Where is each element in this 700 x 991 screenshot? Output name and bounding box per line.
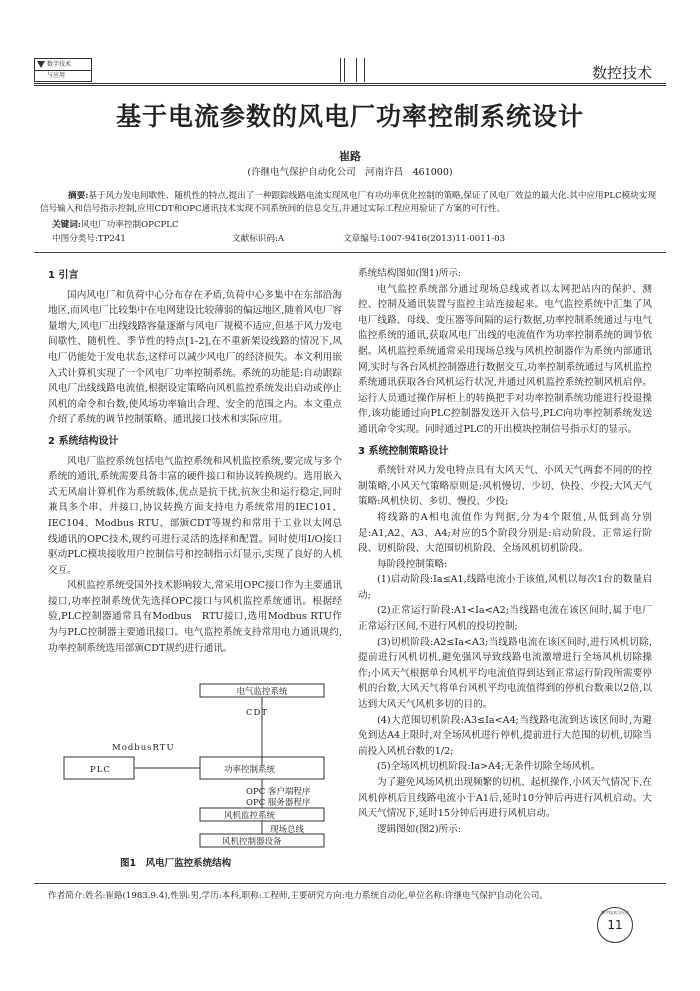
right-column (358, 266, 652, 837)
paragraph: 风电厂监控系统包括电气监控系统和风机监控系统,要完成与多个系统的通讯,系统需要具备丰富的硬件接口和协议转换规约。选用嵌入式无风扇计算机作为系统载体,优点是抗干扰,抗灰尘和运行稳定,同时兼具多个串、并接口,协议转换方面支持电力系统常用的IEC101、IEC104、Modbus RTU、部颁CDT等规约和常用于工业以太网总线通讯的OPC技术,规约可进行灵活的选择和配置。同时使用I/O接口驱动PLC模块接收用户控制信号和控制指示灯显示,实现了良好的人机交互。 (48, 455, 342, 576)
header-bar (340, 58, 341, 82)
journal-logo (34, 58, 92, 82)
header-bar (356, 58, 357, 82)
paper-title: 基于电流参数的风电厂功率控制系统设计 (115, 102, 584, 131)
header-rule (34, 83, 666, 84)
page-number-badge (597, 907, 633, 943)
keywords-text: 风电厂功率控制OPCPLC (80, 220, 179, 230)
paragraph: 国内风电厂和负荷中心分布存在矛盾,负荷中心多集中在东部沿海地区,而风电厂比较集中在电网建设比较薄弱的偏远地区,随着风电厂容量增大,风电厂出线线路容量逐渐与风电厂规模不适应,但基于风力发电间歇性、随机性、季节性的特点[1-2],在不重新架设线路的情况下,风电厂仍能处于发电状态,这样可以减少风电厂的经济损失。本文利用嵌入式计算机实现了一个风电厂功率控制系统。系统的功能是:自动跟踪风电厂出线线路电流值,根据设定策略向风机监控系统发出启动或停止风机的命令和台数,使风场功率输出合理、安全的范围之内。本文重点介绍了系统的调节控制策略、通讯接口技术和实际应用。 (48, 289, 342, 426)
paragraph: (1)启动阶段:Ia≤A1,线路电流小于该值,风机以每次1台的数量启动; (358, 574, 652, 601)
opc-client-label: OPC 客户端程序 (246, 787, 311, 797)
section-heading: 3 系统控制策略设计 (358, 445, 449, 457)
header-bar (344, 58, 345, 82)
paragraph: 系统结构图如(图1)所示: (358, 268, 462, 279)
paragraph: 电气监控系统部分通过现场总线或者以太网把站内的保护、测控、控制及通讯装置与监控主站连接起来。电气监控系统中汇集了风电厂线路、母线、变压器等间隔的运行数据,功率控制系统通过与电气监控系统的通讯,获取风电厂出线的电流值作为功率控制系统的调节依据。风机监控系统通常采用现场总线与风机控制器作为系统内部通讯网,实时与各台风机控制器进行数据交互,功率控制系统通过与风机监控系统通讯获取各台风机运行状况,并通过风机监控系统控制风机启停。运行人员通过操作屏柜上的转换把手对功率控制系统功能进行投退操作,该功能通过向PLC控制器发送开入信号,PLC向功率控制系统发送通讯命令实现。同时通过PLC的开出模块控制信号指示灯的显示。 (358, 283, 652, 435)
box-label: 风机监控系统 (224, 811, 276, 821)
author-footnote: 作者简介:姓名:崔路(1983.9.4),性别:男,学历:本科,职称:工程师,主要研究方向:电力系统自动化,单位名称:许继电气保护自动化公司。 (48, 891, 548, 901)
keywords (52, 218, 179, 230)
box-label: 电气监控系统 (236, 687, 288, 697)
header-rule (34, 85, 666, 86)
triangle-icon (37, 61, 45, 68)
page-ring-text: 数字技术与应用 (601, 910, 629, 915)
box-label: 风机控制器设备 (222, 837, 282, 847)
paragraph: (2)正常运行阶段:A1<Ia<A2;当线路电流在该区间时,属于电厂正常运行区间,不进行风机的投切控制; (358, 605, 652, 633)
divider (34, 883, 666, 884)
page-number: 11 (607, 918, 623, 932)
box-label: 功率控制系统 (224, 765, 276, 775)
article-number: 文章编号:1007-9416(2013)11-0011-03 (343, 234, 506, 244)
paragraph: 风机监控系统受国外技术影响较大,常采用OPC接口作为主要通讯接口,功率控制系统优先选择OPC接口与风机监控系统通讯。根据经验,PLC控制器通常具有Modbus RTU接口,选用Modbus RTU作为与PLC控制器主要通讯接口。电气监控系统支持常用电力通讯规约,功率控制系统选用部颁CDT规约进行通讯。 (48, 580, 342, 654)
paragraph: 为了避免风场风机出现频繁的切机、起机操作,小风天气情况下,在风机停机后且线路电流小于A1后,延时10分钟后再进行风机启动。大风天气情况下,延时15分钟后再进行风机启动。 (358, 777, 652, 820)
paragraph: (3)切机阶段:A2≤Ia<A3;当线路电流在该区间时,进行风机切除,提前进行风机切机,避免强风导致线路电流激增进行全场风机切除操作;小风天气根据单台风机平均电流值得到达到正常运行阶段所需要停机的台数,大风天气将单台风机平均电流值得到的停机台数乘以2倍,以达到大风天气风机多切的目的。 (358, 636, 652, 711)
paragraph: 每阶段控制策略: (377, 558, 448, 570)
abstract (40, 190, 660, 216)
cdt-label: CDT (246, 708, 268, 718)
affiliation: (许继电气保护自动化公司 河南许昌 461000) (247, 167, 453, 178)
logo-line2: 与应用 (47, 72, 66, 79)
paragraph: 将线路的A相电流值作为判据,分为4个限值,从低到高分别是:A1,A2、A3、A4;对应的5个阶段分别是:启动阶段、正常运行阶段、切机阶段、大范围切机阶段、全场风机切机阶段。 (358, 511, 652, 555)
keywords-label: 关键词: (52, 220, 81, 230)
modbus-label: ModbusRTU (112, 743, 175, 753)
paragraph: 逻辑图如(图2)所示: (377, 823, 461, 835)
author: 崔路 (339, 150, 361, 163)
fieldbus-label: 现场总线 (270, 825, 305, 835)
paragraph: 系统针对风力发电特点具有大风天气、小风天气两套不同的的控制策略,小风天气策略原则是:风机慢切、少切、快投、少投;大风天气策略:风机快切、多切、慢投、少投; (358, 465, 652, 508)
header-bar (364, 58, 365, 82)
section-heading: 2 系统结构设计 (48, 435, 119, 447)
abstract-label: 摘要: (68, 191, 89, 201)
section-heading: 1 引言 (48, 270, 79, 281)
divider (34, 252, 666, 253)
opc-server-label: OPC 服务器程序 (246, 798, 311, 808)
clc-number: 中图分类号:TP241 (52, 234, 126, 244)
abstract-text: 基于风力发电间歇性、随机性的特点,提出了一种跟踪线路电流实现风电厂有功功率优化控制的策略,保证了风电厂效益的最大化.其中应用PLC模块实现信号输入和信号指示控制,应用CDT和OPC通讯技术实现不同系统间的信息交互,并通过实际工程应用验证了方案的可行性。 (40, 191, 657, 214)
left-column (48, 262, 342, 656)
document-code: 文献标识码:A (232, 234, 285, 244)
paragraph: (4)大范围切机阶段:A3≤Ia<A4;当线路电流到达该区间时,为避免到达A4上限时,对全场风机进行停机,提前进行大范围的切机,切除当前投入风机台数的1/2; (358, 714, 652, 757)
section-name: 数控技术 (591, 64, 652, 82)
figure-caption: 图1 风电厂监控系统结构 (120, 858, 232, 869)
system-structure-diagram (62, 682, 350, 848)
paragraph: (5)全场风机切机阶段:Ia>A4;无条件切除全场风机。 (377, 761, 601, 773)
plc-label: PLC (90, 765, 111, 775)
logo-line1: 数字技术 (47, 61, 72, 68)
